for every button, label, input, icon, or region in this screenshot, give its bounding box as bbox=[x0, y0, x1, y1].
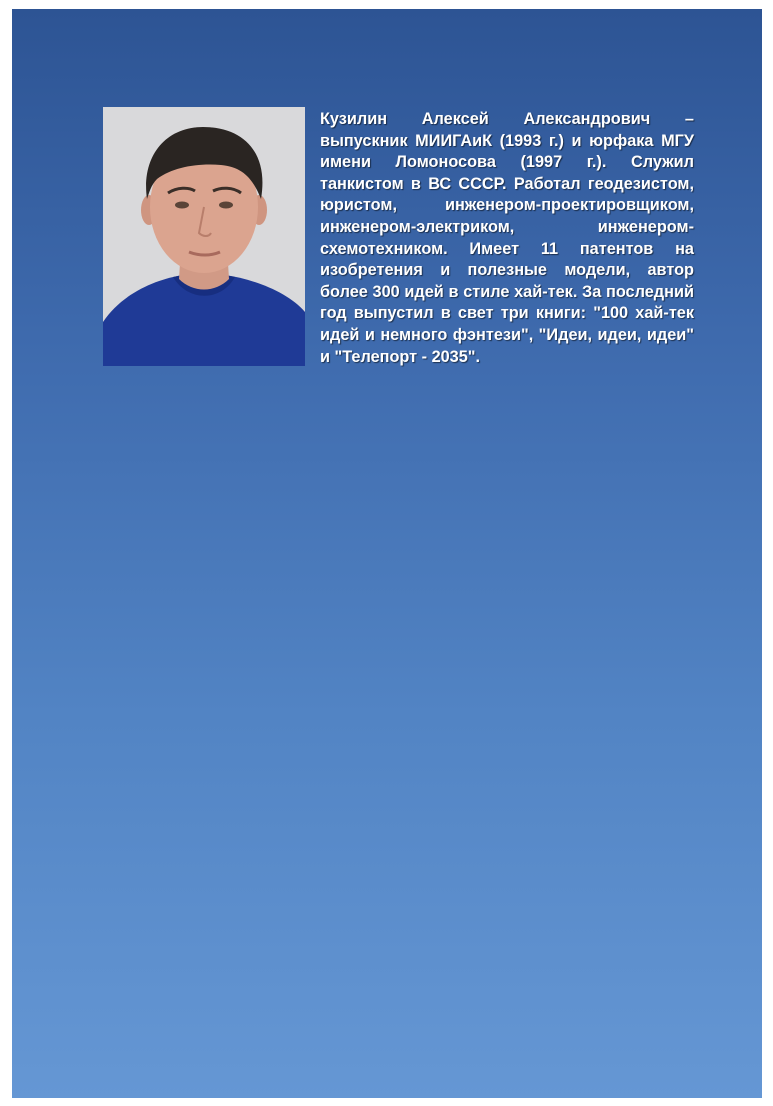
author-portrait-icon bbox=[103, 107, 305, 366]
back-cover bbox=[12, 9, 762, 1098]
author-photo bbox=[103, 107, 305, 366]
author-bio: Кузилин Алексей Александрович – выпускник МИИГАиК (1993 г.) и юрфака МГУ имени Ломоносова (1997 г.). Служил танкистом в ВС СССР. Работал геодезистом, юристом, инженером-проектировщиком, инженером-электриком, инженером-схемотехником. Имеет 11 патентов на изобретения и полезные модели, автор более 300 идей в стиле хай-тек. За последний год выпустил в свет три книги: "100 хай-тек идей и немного фэнтези", "Идеи, идеи, идеи" и "Телепорт - 2035". bbox=[320, 110, 694, 366]
